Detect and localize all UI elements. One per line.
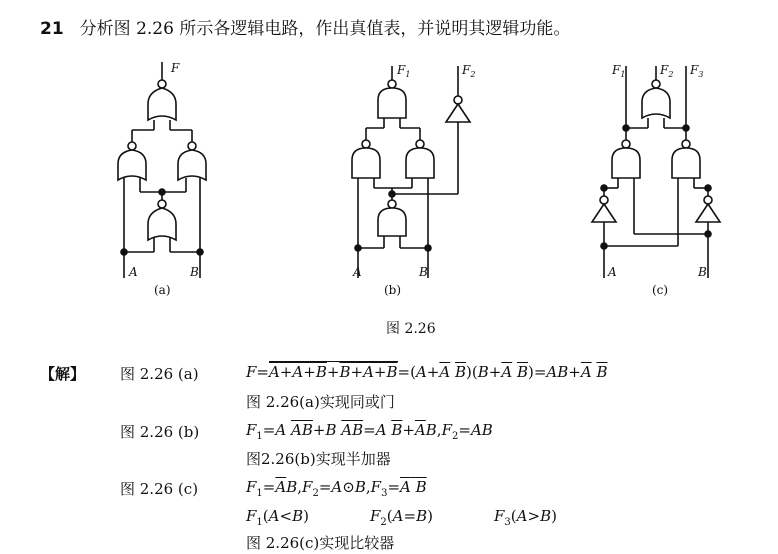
label-b-F1: $F_1$ <box>397 63 411 79</box>
circuit-b <box>352 66 470 278</box>
label-c-F1: $F_1$ <box>612 63 626 79</box>
label-a-B: B <box>190 265 199 279</box>
label-b-F2: $F_2$ <box>462 63 476 79</box>
label-a-A: A <box>129 265 138 279</box>
label-c-B: B <box>698 265 707 279</box>
label-c-F2: $F_2$ <box>660 63 674 79</box>
solution-b-description: 图2.26(b)实现半加器 <box>246 450 391 468</box>
subfig-b-caption: (b) <box>384 283 402 297</box>
solution-a-description: 图 2.26(a)实现同或门 <box>246 393 395 411</box>
solution-c-label: 图 2.26 (c) <box>120 480 199 498</box>
circuit-c <box>592 66 720 278</box>
label-c-A: A <box>608 265 617 279</box>
figure-caption: 图 2.26 <box>386 321 436 337</box>
problem-text: 分析图 2.26 所示各逻辑电路，作出真值表，并说明其逻辑功能。 <box>79 19 571 39</box>
label-b-A: A <box>353 265 362 279</box>
label-c-F3: $F_3$ <box>690 63 704 79</box>
label-F: F <box>171 61 180 75</box>
circuit-a <box>118 62 206 278</box>
solution-b-equation: $F_1=A$ $\overline{AB}+B$ $\overline{AB}=A$ $\overline{B}+\overline{A}B,F_2=AB$ <box>246 421 493 442</box>
subfig-a-caption: (a) <box>154 283 171 297</box>
solution-c-f2-meaning: $F_2(A=B)$ <box>370 507 433 528</box>
solution-c-description: 图 2.26(c)实现比较器 <box>246 534 395 552</box>
solution-c-f1-meaning: $F_1(A<B)$ <box>246 507 309 528</box>
label-b-B: B <box>419 265 428 279</box>
solution-a-equation: $F=A+A+B+B+A+B=(A+\overline{A}$ $\overline{B})(B+\overline{A}$ $\overline{B})=AB+\overline{A}$ $\overline{B}$ <box>246 363 608 381</box>
solution-tag: 【解】 <box>40 365 86 383</box>
solution-b-label: 图 2.26 (b) <box>120 423 200 441</box>
solution-c-equation: $F_1=\overline{A}B,F_2=A⊙B,F_3=A$ B <box>246 478 427 499</box>
problem-number: 21 <box>40 19 64 39</box>
solution-c-f3-meaning: $F_3(A>B)$ <box>494 507 557 528</box>
solution-a-label: 图 2.26 (a) <box>120 365 199 383</box>
subfig-c-caption: (c) <box>652 283 669 297</box>
